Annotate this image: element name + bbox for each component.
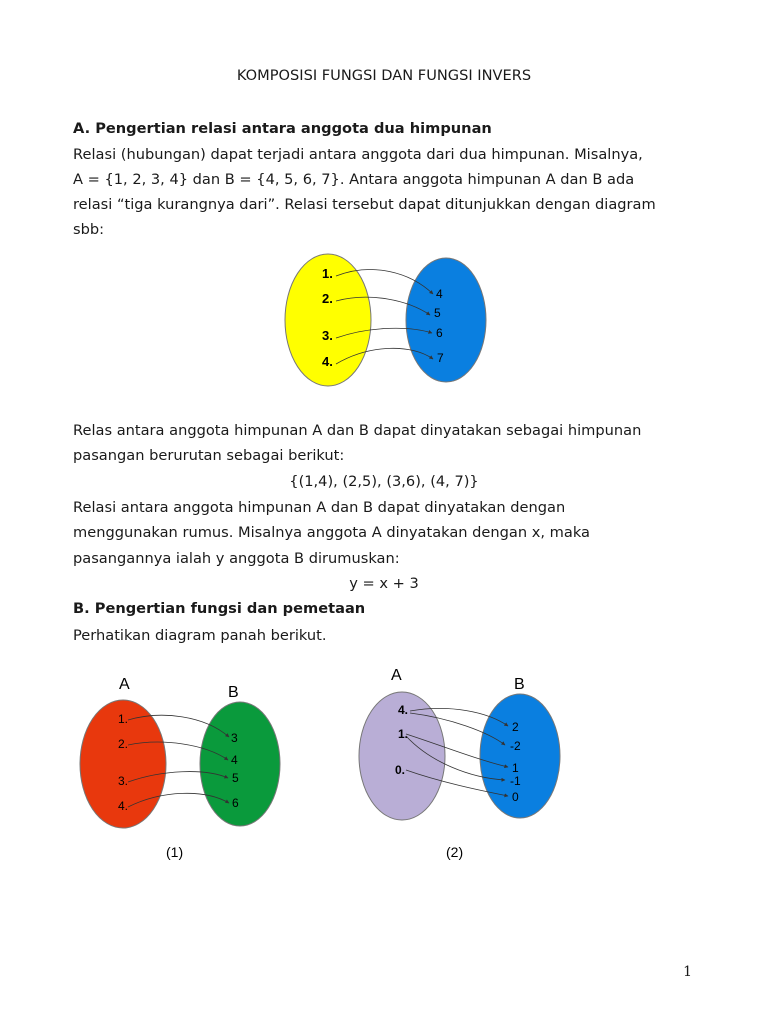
element-label: 1. [398, 727, 409, 741]
document-title: KOMPOSISI FUNGSI DAN FUNGSI INVERS [236, 67, 532, 84]
set-b-ellipse [406, 258, 486, 382]
element-label: 2. [118, 737, 129, 751]
element-label: 1. [118, 712, 129, 726]
section-a-heading: A. Pengertian relasi antara anggota dua himpunan [73, 120, 492, 137]
element-label: 1. [322, 266, 333, 281]
paragraph-line: sbb: [73, 221, 105, 238]
element-label: 4. [118, 799, 129, 813]
paragraph-line: A = {1, 2, 3, 4} dan B = {4, 5, 6, 7}. Antara anggota himpunan A dan B ada [73, 171, 635, 188]
element-label: 4. [398, 703, 409, 717]
element-label: 3 [231, 731, 238, 745]
set-b-ellipse [480, 694, 560, 818]
page-number: 1 [683, 964, 692, 980]
element-label: 5 [434, 306, 441, 320]
section-b-heading: B. Pengertian fungsi dan pemetaan [73, 600, 366, 617]
element-label: 0 [512, 790, 519, 804]
paragraph-line: pasangan berurutan sebagai berikut: [73, 447, 345, 464]
element-label: -1 [510, 774, 521, 788]
element-label: 3. [322, 328, 333, 343]
element-label: 6 [436, 326, 443, 340]
element-label: 5 [232, 771, 239, 785]
element-label: 0. [395, 763, 406, 777]
paragraph-line: Relasi antara anggota himpunan A dan B dapat dinyatakan dengan [73, 499, 566, 516]
element-label: 1 [512, 761, 519, 775]
set-a-label: A [119, 676, 130, 693]
ordered-pairs: {(1,4), (2,5), (3,6), (4, 7)} [289, 473, 479, 490]
diagram-caption: (1) [166, 844, 184, 860]
set-b-label: B [514, 676, 525, 693]
diagram-caption: (2) [446, 844, 464, 860]
paragraph-line: relasi “tiga kurangnya dari”. Relasi tersebut dapat ditunjukkan dengan diagram [73, 196, 656, 213]
element-label: 2. [322, 291, 333, 306]
paragraph-line: Perhatikan diagram panah berikut. [73, 627, 327, 644]
element-label: 4 [436, 287, 443, 301]
diagram-3 [359, 667, 560, 860]
diagram-2 [80, 676, 280, 860]
paragraph-line: menggunakan rumus. Misalnya anggota A dinyatakan dengan x, maka [73, 524, 590, 541]
set-b-ellipse [200, 702, 280, 826]
element-label: 4. [322, 354, 333, 369]
formula: y = x + 3 [349, 575, 419, 592]
diagram-1 [285, 254, 486, 386]
set-a-label: A [391, 667, 402, 684]
paragraph-line: Relasi (hubungan) dapat terjadi antara anggota dari dua himpunan. Misalnya, [73, 146, 643, 163]
paragraph-line: pasangannya ialah y anggota B dirumuskan: [73, 550, 400, 567]
element-label: 7 [437, 351, 444, 365]
element-label: 4 [231, 753, 238, 767]
element-label: 2 [512, 720, 519, 734]
set-b-label: B [228, 684, 239, 701]
paragraph-line: Relas antara anggota himpunan A dan B dapat dinyatakan sebagai himpunan [73, 422, 642, 439]
element-label: 6 [232, 796, 239, 810]
element-label: -2 [510, 739, 521, 753]
element-label: 3. [118, 774, 129, 788]
